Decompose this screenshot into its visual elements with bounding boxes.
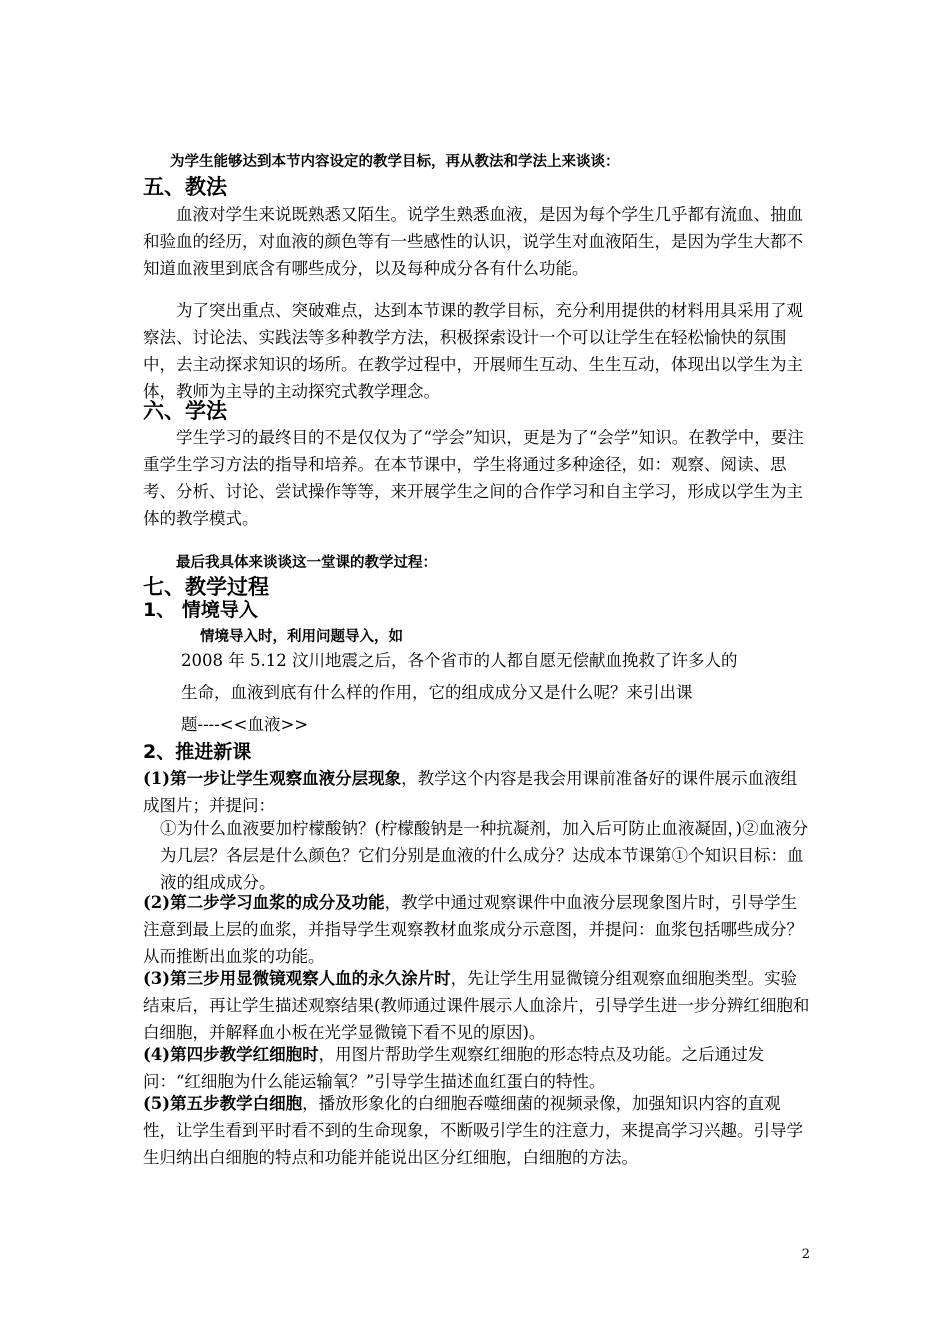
step-4-text: ，用图片帮助学生观察红细胞的形态特点及功能。之后通过发问：“红细胞为什么能运输氧？”引导学生描述血红蛋白的特性。 xyxy=(143,1045,765,1091)
subsection-1-title: 1、 情境导入 xyxy=(143,599,258,621)
subsection-1-line-1: 2008 年 5.12 汶川地震之后，各个省市的人都自愿无偿献血挽救了许多人的 xyxy=(181,651,738,670)
intro-line: 为学生能够达到本节内容设定的教学目标，再从教法和学法上来谈谈： xyxy=(170,154,620,170)
step-4-title: (4)第四步教学红细胞时 xyxy=(143,1045,319,1064)
section-5-title: 五、教法 xyxy=(143,175,227,199)
page-number: 2 xyxy=(801,1247,810,1262)
step-1-paragraph xyxy=(143,765,811,819)
step-5-title: (5)第五步教学白细胞 xyxy=(143,1094,303,1113)
section-6-title: 六、学法 xyxy=(143,399,227,423)
section-5-para-1: 血液对学生来说既熟悉又陌生。说学生熟悉血液，是因为每个学生几乎都有流血、抽血和验血的经历，对血液的颜色等有一些感性的认识，说学生对血液陌生，是因为学生大都不知道血液里到底含有哪些成分，以及每种成分各有什么功能。 xyxy=(143,205,803,278)
subsection-1-lead: 情境导入时，利用问题导入，如 xyxy=(200,629,403,645)
step-2-text: ，教学中通过观察课件中血液分层现象图片时，引导学生注意到最上层的血浆，并指导学生观察教材血浆成分示意图，并提问：血浆包括哪些成分？从而推断出血浆的功能。 xyxy=(143,893,803,966)
step-1-text: ，教学这个内容是我会用课前准备好的课件展示血液组成图片；并提问： xyxy=(143,769,798,815)
subsection-2-title: 2、推进新课 xyxy=(143,741,252,763)
step-3-text: ，先让学生用显微镜分组观察血细胞类型。实验结束后，再让学生描述观察结果(教师通过课件展示人血涂片，引导学生进一步分辨红细胞和白细胞，并解释血小板在光学显微镜下看不见的原因)。 xyxy=(143,969,810,1042)
section-6-para-1: 学生学习的最终目的不是仅仅为了“学会”知识，更是为了“会学”知识。在教学中，要注重学生学习方法的指导和培养。在本节课中，学生将通过多种途径，如：观察、阅读、思考、分析、讨论、尝试操作等等，来开展学生之间的合作学习和自主学习，形成以学生为主体的教学模式。 xyxy=(143,428,804,528)
step-3-paragraph xyxy=(143,965,811,1046)
step-3-title: (3)第三步用显微镜观察人血的永久涂片时 xyxy=(143,969,451,988)
step-4-paragraph xyxy=(143,1041,811,1095)
step-5-text: ，播放形象化的白细胞吞噬细菌的视频录像，加强知识内容的直观性，让学生看到平时看不到的生命现象，不断吸引学生的注意力，来提高学习兴趣。引导学生归纳出白细胞的特点和功能并能说出区分红细胞，白细胞的方法。 xyxy=(143,1094,803,1167)
step-5-paragraph xyxy=(143,1090,811,1171)
transition-line: 最后我具体来谈谈这一堂课的教学过程： xyxy=(176,555,437,571)
subsection-1-line-3: 题----<<血液>> xyxy=(181,715,309,734)
section-7-title: 七、教学过程 xyxy=(143,575,269,599)
step-1-title: (1)第一步让学生观察血液分层现象 xyxy=(143,769,402,788)
step-2-title: (2)第二步学习血浆的成分及功能 xyxy=(143,893,385,912)
step-1-questions: ①为什么血液要加柠檬酸钠？(柠檬酸钠是一种抗凝剂，加入后可防止血液凝固，)②血液分为几层？各层是什么颜色？它们分别是血液的什么成分？达成本节课第①个知识目标：血液的组成成分。 xyxy=(160,819,809,892)
step-2-paragraph xyxy=(143,889,811,970)
section-5-para-2: 为了突出重点、突破难点，达到本节课的教学目标，充分利用提供的材料用具采用了观察法、讨论法、实践法等多种教学方法，积极探索设计一个可以让学生在轻松愉快的氛围中，去主动探求知识的场所。在教学过程中，开展师生互动、生生互动，体现出以学生为主体，教师为主导的主动探究式教学理念。 xyxy=(143,301,803,401)
subsection-1-line-2: 生命，血液到底有什么样的作用，它的组成成分又是什么呢？来引出课 xyxy=(181,683,693,702)
